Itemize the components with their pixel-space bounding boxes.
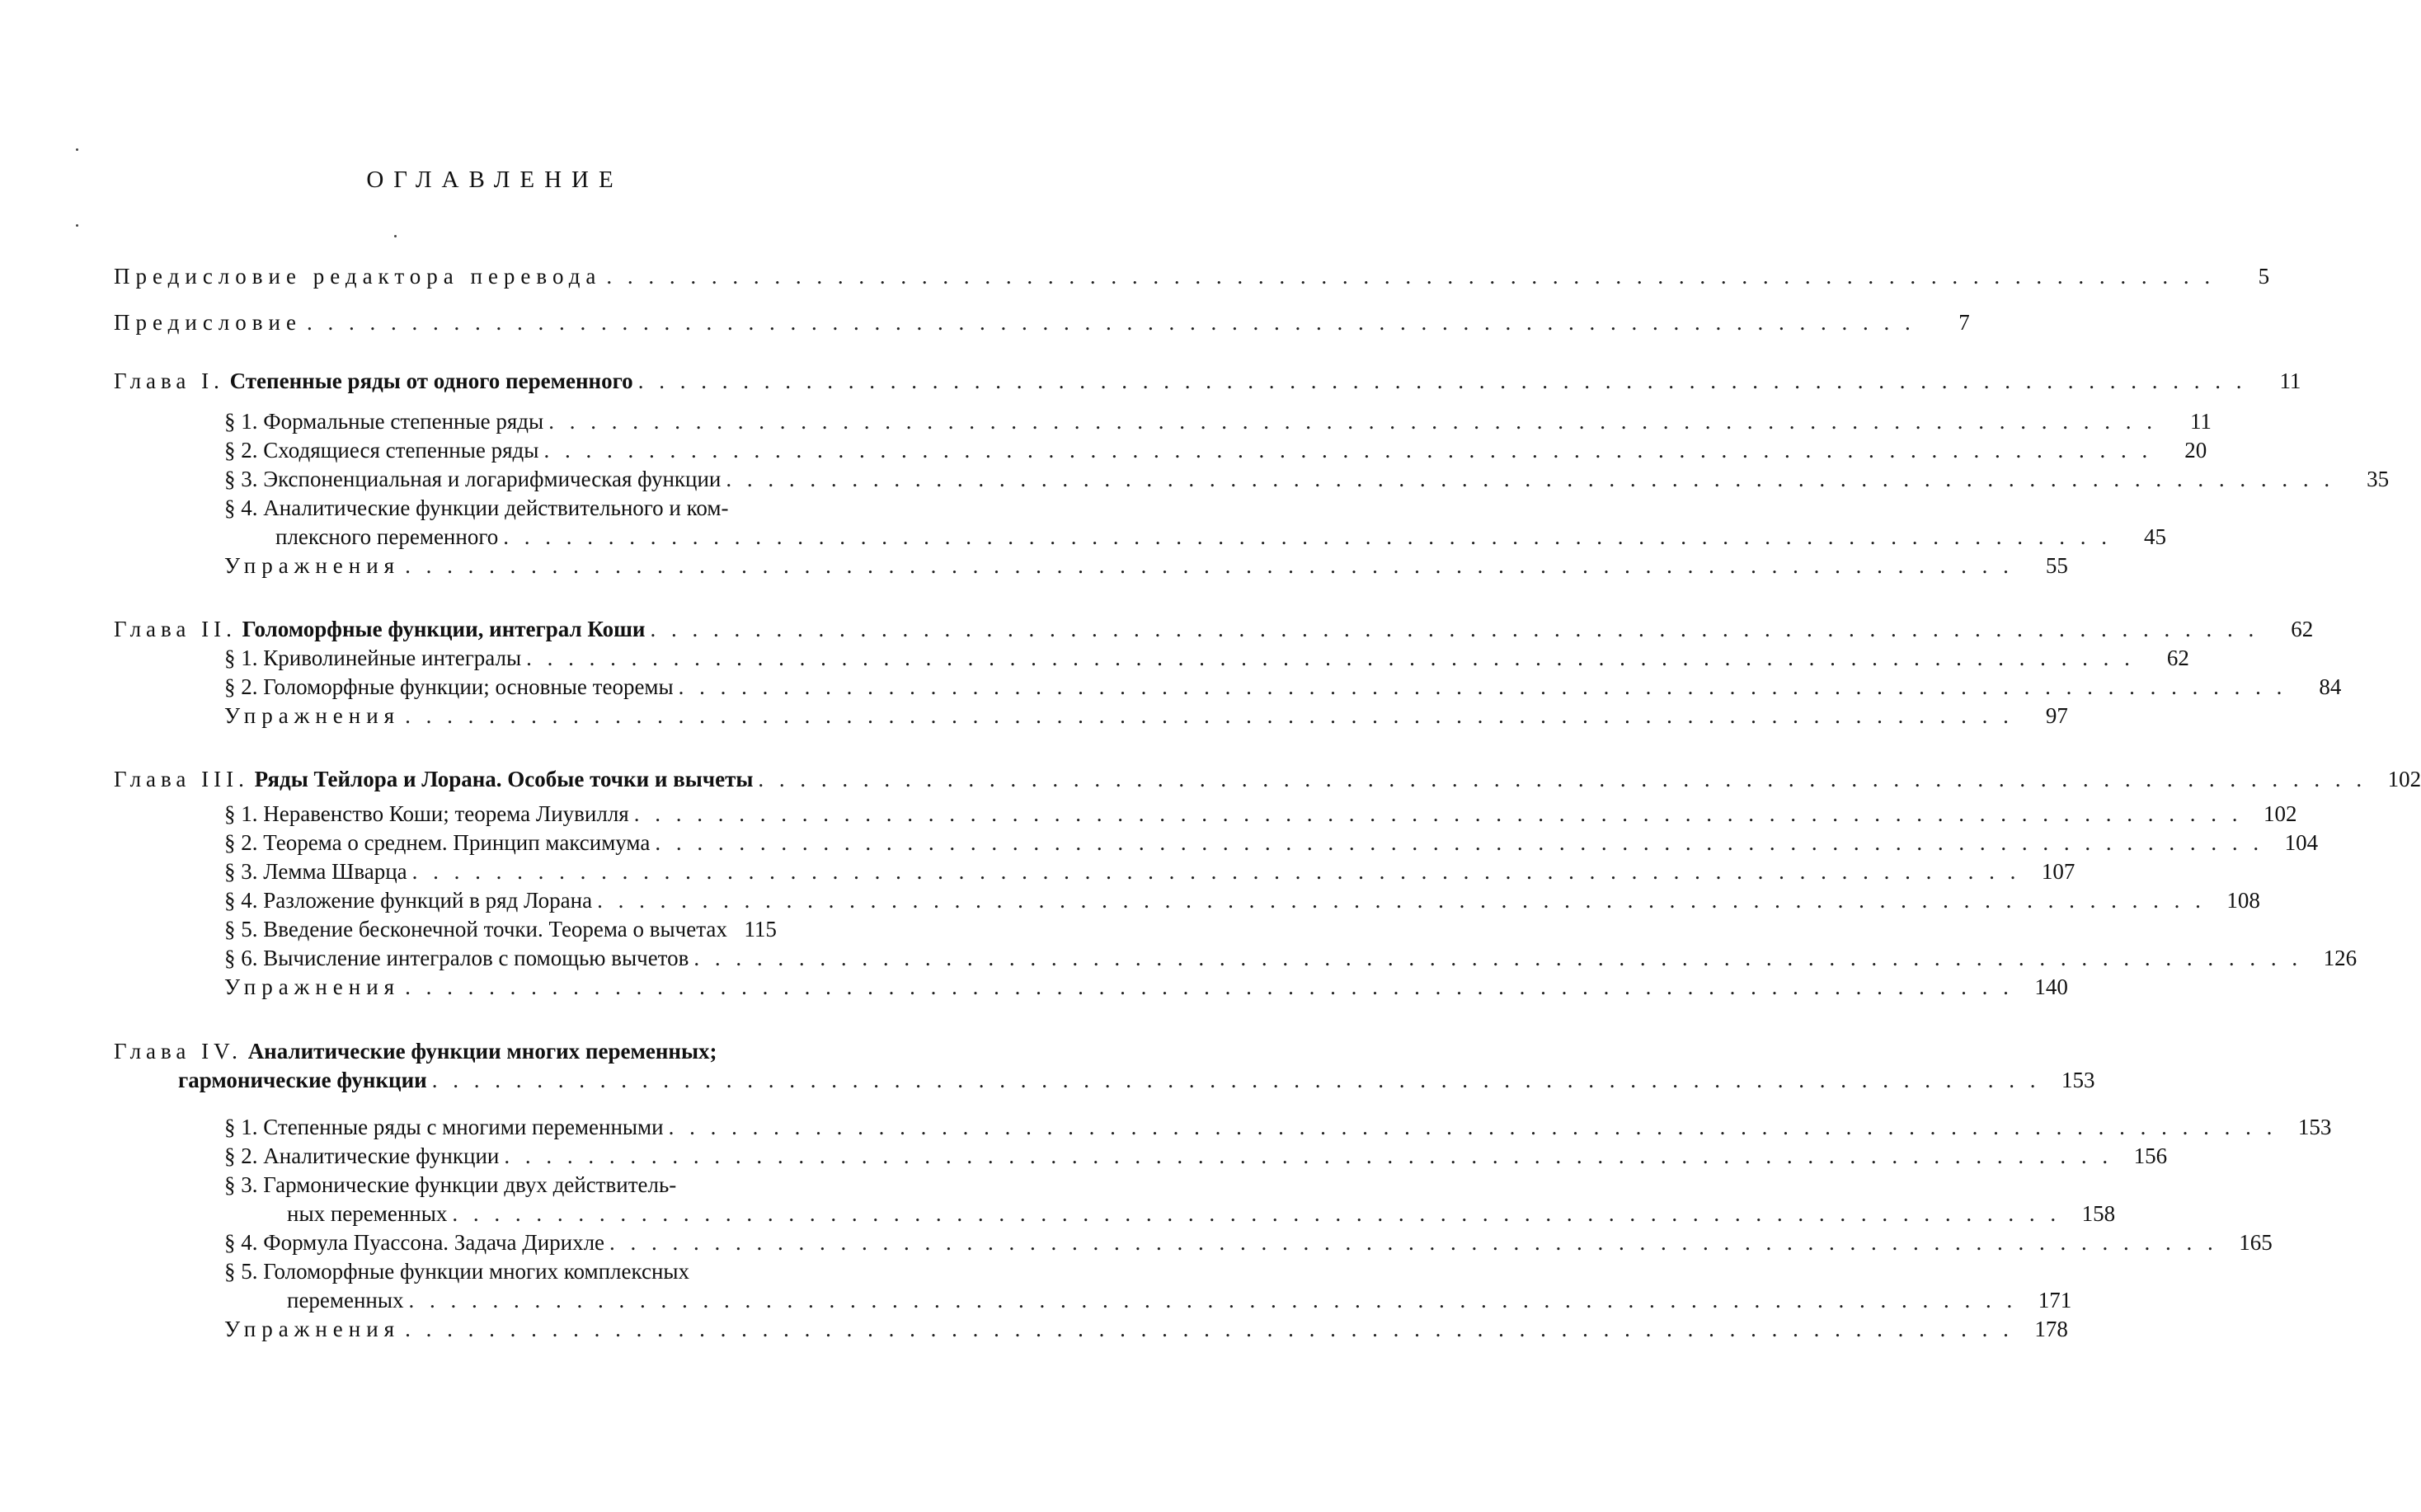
chapter-name-cont: гармонические функции (178, 1068, 427, 1092)
section-text: Аналитические функции (263, 1143, 500, 1168)
section-number: § 5. (224, 1259, 258, 1284)
section-text: Упражнения (224, 703, 401, 728)
dot-leader (498, 523, 2117, 551)
dot-leader (592, 886, 2211, 914)
section-text: Голоморфные функции; основные теоремы (263, 674, 674, 699)
toc-exercises (224, 973, 2068, 1001)
page-number: 97 (2045, 703, 2068, 728)
toc-section (224, 407, 2212, 435)
section-text: Упражнения (224, 1317, 401, 1341)
chapter-1-heading (114, 367, 2301, 395)
section-number: § 2. (224, 830, 258, 855)
section-title (224, 944, 689, 972)
section-title (224, 1228, 604, 1256)
chapter-2-heading (114, 615, 2314, 643)
dot-leader (538, 436, 2157, 464)
section-title (224, 436, 538, 464)
section-text: Упражнения (224, 553, 401, 578)
dot-leader (499, 1142, 2118, 1170)
section-text: Гармонические функции двух действитель- (263, 1172, 677, 1197)
dot-leader (601, 262, 2220, 290)
section-number: § 3. (224, 467, 258, 491)
chapter-4-heading-continuation (178, 1066, 2095, 1094)
page-number: 45 (2143, 524, 2166, 549)
chapter-title (114, 367, 633, 395)
toc-section-continuation (287, 1200, 2116, 1228)
chapter-label: Глава II. (114, 617, 237, 641)
dot-leader (400, 552, 2019, 580)
dot-leader (633, 367, 2252, 395)
page-number: 11 (2189, 409, 2212, 434)
page-number: 158 (2081, 1201, 2116, 1226)
toc-exercises (224, 702, 2068, 730)
section-text: Степенные ряды с многими переменными (263, 1115, 664, 1139)
page-number: 35 (2367, 467, 2390, 491)
dot-leader (604, 1228, 2223, 1256)
toc-section (224, 465, 2390, 493)
chapter-4-heading (114, 1037, 717, 1065)
section-title (224, 644, 521, 672)
page-number: 55 (2045, 553, 2068, 578)
section-text: Вычисление интегралов с помощью вычетов (263, 946, 689, 970)
chapter-name: Аналитические функции многих переменных; (247, 1039, 717, 1064)
toc-section (224, 1228, 2273, 1256)
section-text: Формальные степенные ряды (263, 409, 544, 434)
chapter-label: Глава III. (114, 767, 249, 791)
entry-text: Предисловие (114, 310, 302, 335)
dot-leader (629, 800, 2248, 828)
section-text: Упражнения (224, 974, 401, 999)
page-number: 84 (2319, 674, 2342, 699)
section-number: § 4. (224, 888, 258, 913)
page-number: 115 (744, 917, 777, 941)
toc-exercises (224, 552, 2068, 580)
toc-exercises (224, 1315, 2068, 1343)
dot-leader (689, 944, 2307, 972)
toc-section (224, 644, 2189, 672)
chapter-3-heading (114, 765, 2421, 793)
chapter-title (114, 615, 646, 643)
section-number: § 2. (224, 674, 258, 699)
section-number: § 1. (224, 646, 258, 670)
dot-leader (400, 1315, 2019, 1343)
toc-section (224, 1142, 2168, 1170)
scan-speck (76, 224, 78, 227)
section-number: § 1. (224, 801, 258, 826)
page-number: 153 (2297, 1115, 2332, 1139)
page-number: 102 (2387, 767, 2421, 791)
entry-text: Предисловие редактора перевода (114, 264, 602, 289)
section-text: Аналитические функции действительного и ком- (263, 495, 729, 520)
section-title (224, 673, 674, 701)
page-number: 140 (2034, 974, 2068, 999)
section-number: § 2. (224, 438, 258, 463)
page-number: 62 (2291, 617, 2314, 641)
section-text: Криволинейные интегралы (263, 646, 522, 670)
toc-section-first-line (224, 494, 728, 522)
dot-leader (664, 1113, 2282, 1141)
page-number: 20 (2184, 438, 2207, 463)
page-number: 5 (2258, 264, 2270, 289)
dot-leader (543, 407, 2162, 435)
section-number: § 4. (224, 1230, 258, 1255)
page-number: 171 (2038, 1288, 2072, 1312)
section-text: Голоморфные функции многих комплексных (263, 1259, 690, 1284)
page-number: 156 (2133, 1143, 2168, 1168)
section-text-cont: ных переменных (287, 1201, 448, 1226)
chapter-label: Глава IV. (114, 1039, 242, 1064)
section-number: § 3. (224, 1172, 258, 1197)
toc-section (224, 800, 2297, 828)
dot-leader (302, 308, 1920, 336)
section-number: § 5. (224, 917, 258, 941)
section-text: Формула Пуассона. Задача Дирихле (263, 1230, 605, 1255)
toc-section (224, 857, 2075, 885)
toc-entry-editor-preface (114, 262, 2270, 290)
section-number: § 1. (224, 409, 258, 434)
chapter-name: Степенные ряды от одного переменного (229, 369, 633, 393)
scan-speck (76, 148, 78, 151)
toc-section-first-line (224, 1257, 689, 1285)
section-text-cont: переменных (287, 1288, 404, 1312)
toc-entry-preface (114, 308, 1970, 336)
section-title (224, 857, 407, 885)
page-number: 126 (2323, 946, 2358, 970)
section-text: Неравенство Коши; теорема Лиувилля (263, 801, 629, 826)
page-number: 107 (2041, 859, 2075, 884)
dot-leader (407, 857, 2026, 885)
scan-speck (394, 235, 397, 237)
section-title (224, 886, 592, 914)
toc-section (224, 829, 2319, 857)
toc-section-first-line (224, 1171, 676, 1199)
page-number: 108 (2226, 888, 2260, 913)
section-text: Теорема о среднем. Принцип максимума (263, 830, 651, 855)
section-title (224, 407, 543, 435)
toc-section (224, 886, 2260, 914)
dot-leader (400, 973, 2019, 1001)
toc-section (224, 1113, 2332, 1141)
page-number: 165 (2239, 1230, 2273, 1255)
chapter-name: Голоморфные функции, интеграл Коши (242, 617, 646, 641)
dot-leader (646, 615, 2264, 643)
page-number: 178 (2034, 1317, 2068, 1341)
section-number: § 6. (224, 946, 258, 970)
page-number: 153 (2061, 1068, 2095, 1092)
section-text: Разложение функций в ряд Лорана (263, 888, 593, 913)
page-number: 62 (2166, 646, 2189, 670)
dot-leader (521, 644, 2140, 672)
toc-section (224, 673, 2342, 701)
dot-leader (447, 1200, 2066, 1228)
dot-leader (427, 1066, 2046, 1094)
toc-section (224, 915, 881, 943)
toc-section (224, 436, 2207, 464)
section-text: Лемма Шварца (263, 859, 407, 884)
section-title (224, 829, 650, 857)
section-title (224, 465, 721, 493)
page-title: ОГЛАВЛЕНИЕ (366, 167, 623, 193)
section-text-cont: плексного переменного (275, 524, 499, 549)
section-title (224, 1113, 664, 1141)
section-text: Экспоненциальная и логарифмическая функции (263, 467, 722, 491)
section-title (224, 915, 727, 943)
toc-section (224, 944, 2358, 972)
toc-section-continuation (287, 1286, 2072, 1314)
dot-leader (753, 765, 2372, 793)
section-text: Введение бесконечной точки. Теорема о вычетах (263, 917, 727, 941)
chapter-title (114, 765, 753, 793)
section-text: Сходящиеся степенные ряды (263, 438, 539, 463)
page-number: 102 (2263, 801, 2297, 826)
page-number: 11 (2279, 369, 2301, 393)
section-number: § 4. (224, 495, 258, 520)
section-title (224, 800, 629, 828)
chapter-label: Глава I. (114, 369, 224, 393)
page-number: 104 (2284, 830, 2319, 855)
section-number: § 3. (224, 859, 258, 884)
section-number: § 1. (224, 1115, 258, 1139)
section-title (224, 1142, 499, 1170)
dot-leader (721, 465, 2339, 493)
dot-leader (650, 829, 2268, 857)
toc-section-continuation (275, 523, 2166, 551)
dot-leader (674, 673, 2292, 701)
page-number: 7 (1958, 310, 1970, 335)
chapter-name: Ряды Тейлора и Лорана. Особые точки и вычеты (254, 767, 754, 791)
dot-leader (404, 1286, 2023, 1314)
dot-leader (400, 702, 2019, 730)
section-number: § 2. (224, 1143, 258, 1168)
